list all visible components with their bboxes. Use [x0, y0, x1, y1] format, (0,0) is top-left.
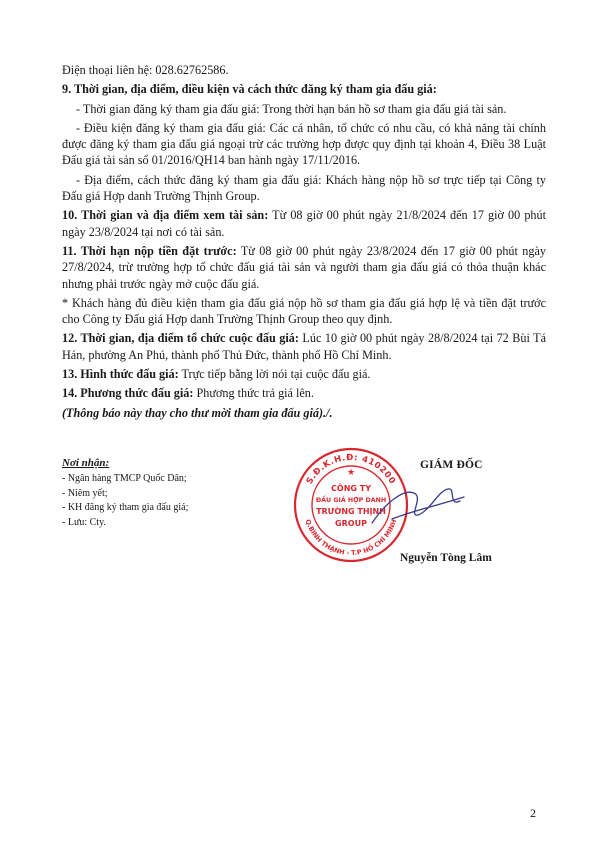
recipients-block: [62, 456, 302, 530]
closing-note: (Thông báo này thay cho thư mời tham gia đấu giá)./.: [62, 405, 333, 420]
section-9-heading: 9. Thời gian, địa điểm, điều kiện và cách thức đăng ký tham gia đấu giá:: [62, 82, 437, 97]
deposit-note: * Khách hàng đủ điều kiện tham gia đấu giá nộp hồ sơ tham gia đấu giá hợp lệ và tiền đặt trước cho Công ty Đấu giá Hợp danh Trường Thịnh Group theo quy định.: [62, 295, 546, 327]
seal-line-2: ĐẤU GIÁ HỢP DANH: [315, 497, 387, 504]
section-12-label: 12. Thời gian, địa điểm tổ chức cuộc đấu giá:: [62, 331, 299, 346]
section-13: [62, 366, 546, 382]
recipient-item: - Lưu: Cty.: [62, 516, 106, 528]
section-9-location: - Địa điểm, cách thức đăng ký tham gia đấu giá: Khách hàng nộp hồ sơ trực tiếp tại Công ty Đấu giá Hợp danh Trường Thịnh Group.: [62, 172, 546, 204]
section-9-registration-time: - Thời gian đăng ký tham gia đấu giá: Trong thời hạn bán hồ sơ tham gia đấu giá tài sản.: [76, 101, 507, 116]
recipient-item: - Niêm yết;: [62, 487, 108, 499]
signer-title: GIÁM ĐỐC: [420, 459, 483, 471]
section-9-conditions: - Điều kiện đăng ký tham gia đấu giá: Các cá nhân, tổ chức có nhu cầu, có khả năng tài chính được đăng ký tham gia đấu giá ngoại trừ các trường hợp được quy định tại khoản 4, Điều 38 Luật Đấu giá tài sản số 01/2016/QH14 ban hành ngày 17/11/2016.: [62, 120, 546, 168]
seal-line-3: TRƯỜNG THỊNH: [316, 507, 386, 516]
document-body: [62, 62, 546, 424]
seal-line-4: GROUP: [335, 519, 367, 528]
section-10-text: Từ 08 giờ 00 phút ngày 21/8/2024 đến 17 giờ 00 phút ngày 23/8/2024 tại nơi có tài sản.: [62, 208, 546, 239]
signer-name: Nguyễn Tòng Lâm: [400, 552, 492, 564]
section-14-label: 14. Phương thức đấu giá:: [62, 386, 194, 401]
seal-line-1: CÔNG TY: [331, 484, 371, 493]
recipients-heading: Nơi nhận:: [62, 457, 110, 469]
section-11-text: Từ 08 giờ 00 phút ngày 23/8/2024 đến 17 giờ 00 phút ngày 27/8/2024, trừ trường hợp tổ chức đấu giá tài sản và người tham gia đấu giá có thỏa thuận khác nhưng phải trước ngày mở cuộc đấu giá.: [62, 243, 546, 291]
handwritten-signature-icon: [352, 471, 472, 541]
recipient-item: - KH đăng ký tham gia đấu giá;: [62, 502, 189, 514]
section-12: [62, 330, 546, 363]
phone-line: Điện thoại liên hệ: 028.62762586.: [62, 63, 229, 77]
svg-text:★: ★: [346, 468, 356, 478]
section-11: [62, 243, 546, 292]
signature-block: [292, 452, 546, 576]
section-13-label: 13. Hình thức đấu giá:: [62, 367, 179, 382]
recipient-item: - Ngân hàng TMCP Quốc Dân;: [62, 473, 187, 485]
section-14-text: Phương thức trả giá lên.: [193, 386, 314, 401]
seal-ring-text: S.Đ.K.H.Đ: 410200: [304, 452, 398, 487]
section-12-text: Lúc 10 giờ 00 phút ngày 28/8/2024 tại 72 Bùi Tá Hán, phường An Phú, thành phố Thủ Đức, thành phố Hồ Chí Minh.: [62, 331, 546, 362]
document-footer: [62, 452, 546, 576]
page-number: 2: [530, 806, 536, 820]
seal-bottom-text: Q.BÌNH THẠNH - T.P HỒ CHÍ MINH: [303, 518, 399, 558]
section-11-label: 11. Thời hạn nộp tiền đặt trước:: [62, 243, 237, 258]
section-14: [62, 385, 546, 401]
section-10-label: 10. Thời gian và địa điểm xem tài sản:: [62, 208, 269, 223]
section-13-text: Trực tiếp bằng lời nói tại cuộc đấu giá.: [178, 367, 371, 382]
section-10: [62, 207, 546, 240]
